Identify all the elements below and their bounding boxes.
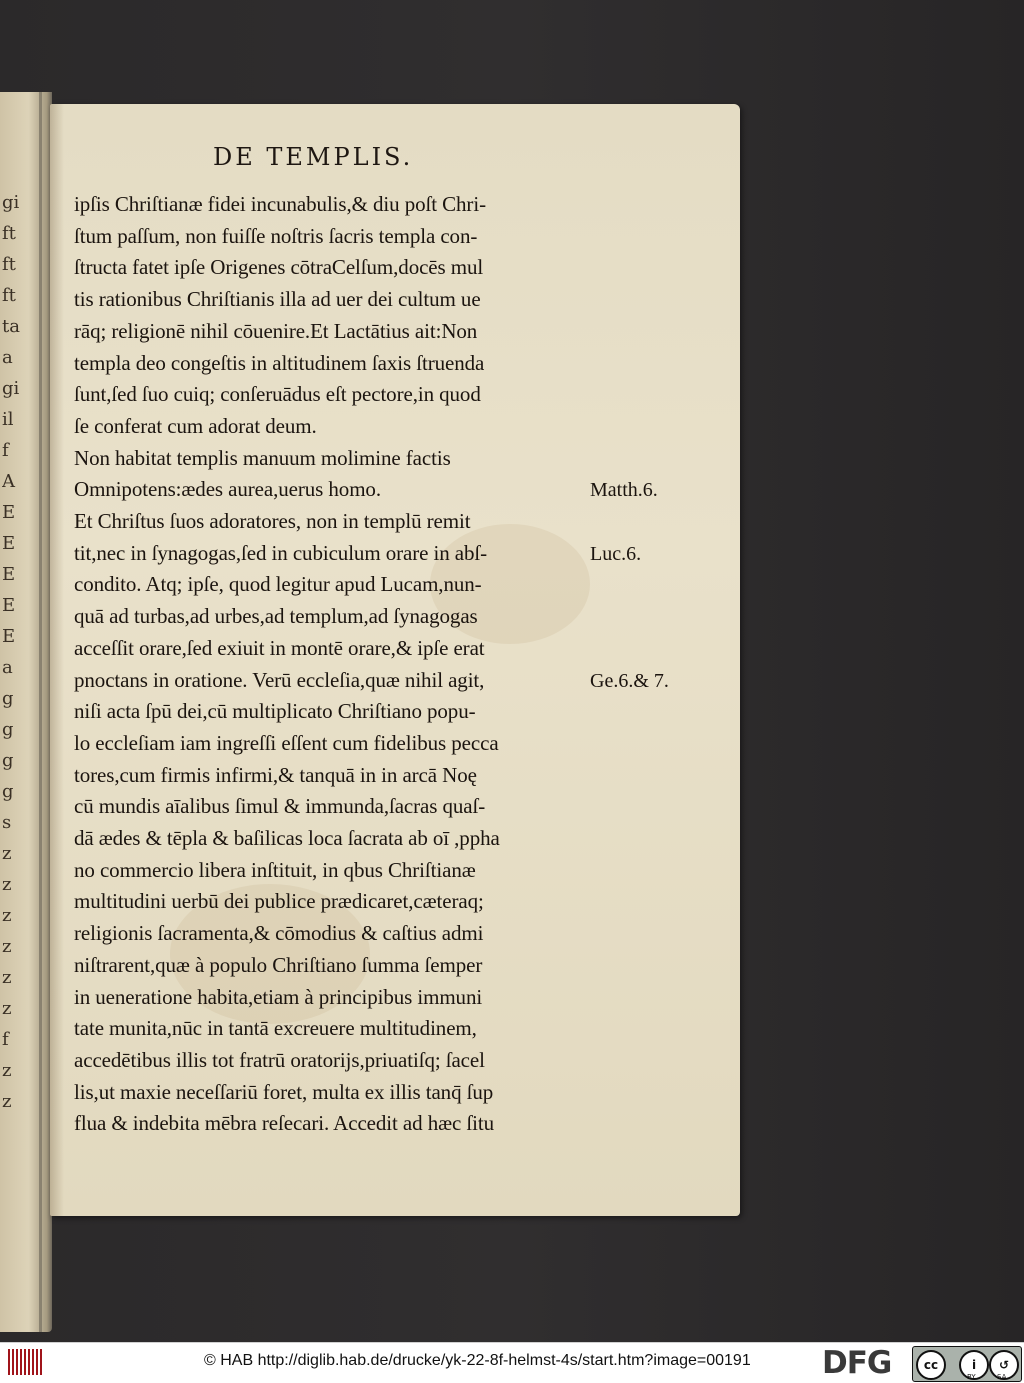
text-line: ſtructa fatet ipſe Origenes cōtraCelſum,docēs mul <box>74 255 484 280</box>
sa-icon: ↺ <box>989 1350 1019 1380</box>
text-line: cū mundis aīalibus ſimul & immunda,ſacras quaſ- <box>74 794 486 819</box>
text-line: ſe conferat cum adorat deum. <box>74 413 317 438</box>
text-line: pnoctans in oratione. Verū eccleſia,quæ nihil agit, <box>74 667 485 692</box>
leaf-fragment: a <box>2 657 13 678</box>
text-line: ſtum paſſum, non fuiſſe noſtris ſacris templa con- <box>74 223 478 248</box>
leaf-fragment: z <box>2 998 12 1019</box>
leaf-fragment: il <box>2 409 14 430</box>
text-line: quā ad turbas,ad urbes,ad templum,ad ſynagogas <box>74 604 478 629</box>
leaf-fragment: E <box>2 626 16 647</box>
text-line: in ueneratione habita,etiam à principibus immuni <box>74 984 483 1009</box>
margin-note: Matth.6. <box>590 479 658 502</box>
footer-bar <box>0 1342 1024 1383</box>
leaf-fragment: ft <box>2 285 16 306</box>
text-line: multitudini uerbū dei publice prædicaret,cæteraq; <box>74 889 484 914</box>
text-line: rāq; religionē nihil cōuenire.Et Lactātius ait:Non <box>74 318 478 343</box>
leaf-fragment: ta <box>2 316 20 337</box>
leaf-fragment: E <box>2 502 16 523</box>
text-line: accedētibus illis tot fratrū oratorijs,priuatiſq; ſacel <box>74 1047 485 1072</box>
text-line: niſi acta ſpū dei,cū multiplicato Chriſtiano popu- <box>74 699 476 724</box>
leaf-fragment: gi <box>2 378 20 399</box>
text-line: templa deo congeſtis in altitudinem ſaxis ſtruenda <box>74 350 485 375</box>
text-line: niſtrarent,quæ à populo Chriſtiano ſumma ſemper <box>74 952 483 977</box>
hab-logo[interactable] <box>8 1349 48 1377</box>
leaf-fragment: g <box>2 781 14 802</box>
text-line: Omnipotens:ædes aurea,uerus homo. <box>74 477 381 502</box>
text-line: acceſſit orare,ſed exiuit in montē orare,& ipſe erat <box>74 635 485 660</box>
by-icon: i <box>959 1350 989 1380</box>
leaf-fragment: g <box>2 688 14 709</box>
leaf-fragment: z <box>2 936 12 957</box>
cc-license-badge[interactable] <box>912 1346 1022 1382</box>
text-line: condito. Atq; ipſe, quod legitur apud Lucam,nun- <box>74 572 482 597</box>
page-gutter-shadow <box>50 104 64 1216</box>
leaf-fragment: g <box>2 750 14 771</box>
text-line: flua & indebita mēbra reſecari. Accedit ad hæc ſitu <box>74 1111 494 1136</box>
leaf-fragment: ft <box>2 223 16 244</box>
cc-icon: cc <box>916 1350 946 1380</box>
leaf-fragment: z <box>2 905 12 926</box>
leaf-fragment: z <box>2 1060 12 1081</box>
text-line: religionis ſacramenta,& cōmodius & caſtius admi <box>74 921 484 946</box>
leaf-fragment: ft <box>2 254 16 275</box>
leaf-fragment: s <box>2 812 12 833</box>
leaf-fragment: g <box>2 719 14 740</box>
leaf-fragment: E <box>2 533 16 554</box>
text-line: Non habitat templis manuum molimine factis <box>74 445 451 470</box>
leaf-fragment: z <box>2 874 12 895</box>
leaf-fragment: z <box>2 843 12 864</box>
text-line: ſunt,ſed ſuo cuiq; conſeruādus eſt pectore,in quod <box>74 382 481 407</box>
leaf-fragment: z <box>2 1091 12 1112</box>
previous-leaf-edge <box>0 92 52 1332</box>
text-line: tores,cum firmis infirmi,& tanquā in in arcā Noę <box>74 762 477 787</box>
dfg-logo[interactable]: DFG <box>822 1345 892 1381</box>
text-line: lis,ut maxie neceſſariū foret, multa ex illis tanq̄ ſup <box>74 1079 494 1104</box>
leaf-fragment: E <box>2 564 16 585</box>
leaf-fragment: z <box>2 967 12 988</box>
text-line: tis rationibus Chriſtianis illa ad uer dei cultum ue <box>74 287 481 312</box>
margin-note: Ge.6.& 7. <box>590 669 669 692</box>
text-line: ipſis Chriſtianæ fidei incunabulis,& diu poſt Chri- <box>74 192 486 216</box>
text-line: dā ædes & tēpla & baſilicas loca ſacrata ab oī ,ppha <box>74 826 500 850</box>
cc-sa-label: SA <box>997 1373 1007 1381</box>
cc-by-label: BY <box>967 1373 976 1381</box>
leaf-fragment: a <box>2 347 13 368</box>
leaf-fragment: f <box>2 440 9 461</box>
leaf-fragment: E <box>2 595 16 616</box>
copyright-link[interactable]: © HAB http://diglib.hab.de/drucke/yk-22-8f-helmst-4s/start.htm?image=00191 <box>204 1352 751 1369</box>
text-line: tate munita,nūc in tantā excreuere multitudinem, <box>74 1016 477 1041</box>
leaf-fragment: gi <box>2 192 20 213</box>
text-line: no commercio libera inſtituit, in qbus Chriſtianæ <box>74 857 476 882</box>
leaf-fragment: f <box>2 1029 9 1050</box>
text-line: tit,nec in ſynagogas,ſed in cubiculum orare in abſ- <box>74 540 488 565</box>
margin-note: Luc.6. <box>590 542 642 565</box>
leaf-fold <box>39 92 42 1332</box>
text-line: Et Chriſtus ſuos adoratores, non in templū remit <box>74 509 471 533</box>
text-line: lo eccleſiam iam ingreſſi eſſent cum fidelibus pecca <box>74 730 499 755</box>
running-head: DE TEMPLIS. <box>213 143 414 171</box>
leaf-fragment: A <box>2 471 15 492</box>
